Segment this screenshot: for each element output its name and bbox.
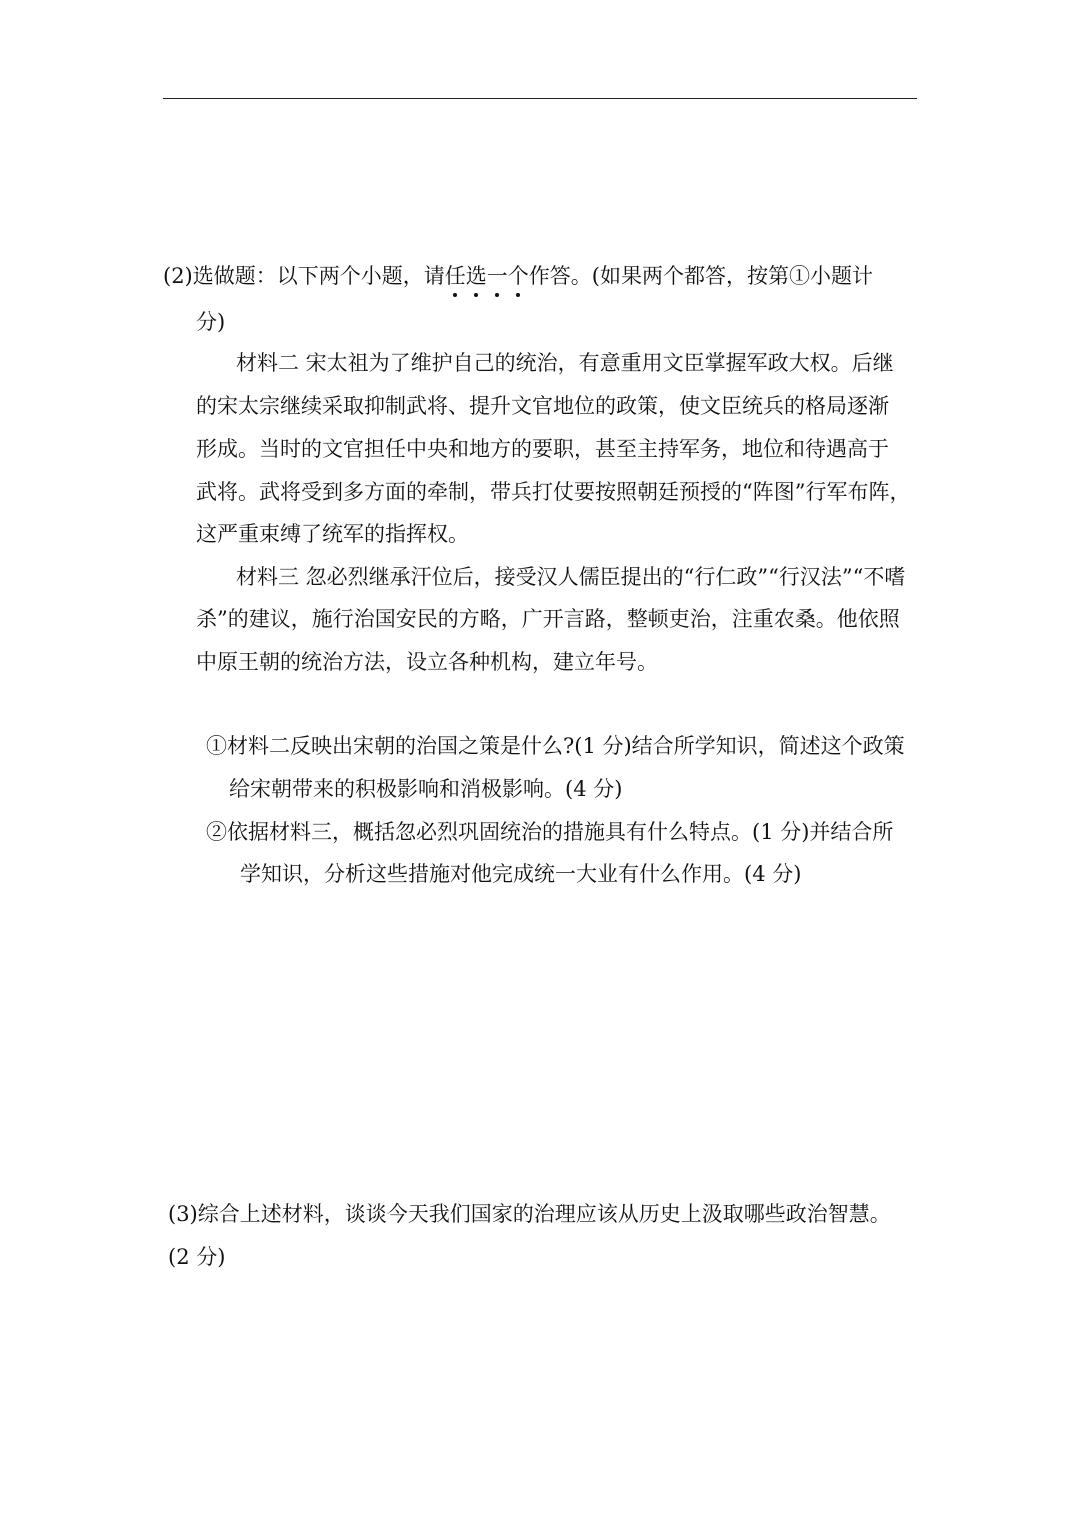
sub-question-2-line: ②依据材料三，概括忽必烈巩固统治的措施具有什么特点。(1 分)并结合所 (206, 820, 894, 844)
emphasis-char: 一 (487, 261, 508, 291)
emphasis-char: 选 (466, 261, 487, 291)
material2-line: 的宋太宗继续采取抑制武将、提升文官地位的政策，使文臣统兵的格局逐渐 (196, 394, 889, 418)
q3-line: (3)综合上述材料，谈谈今天我们国家的治理应该从历史上汲取哪些政治智慧。 (168, 1202, 891, 1226)
q2-text-pre: (2)选做题：以下两个小题，请 (163, 264, 445, 288)
q2-text-post: 作答。(如果两个都答，按第①小题计 (528, 264, 873, 288)
sub-question-1-line: 给宋朝带来的积极影响和消极影响。(4 分) (229, 777, 623, 801)
material2-line: 形成。当时的文官担任中央和地方的要职，甚至主持军务，地位和待遇高于 (196, 437, 889, 461)
emphasis-char: 个 (508, 261, 529, 291)
material2-line: 这严重束缚了统军的指挥权。 (196, 522, 469, 546)
q2-line-1 (163, 261, 873, 291)
material2-line: 武将。武将受到多方面的牵制，带兵打仗要按照朝廷预授的“阵图”行军布阵， (196, 480, 911, 504)
material3-line: 杀”的建议，施行治国安民的方略，广开言路，整顿吏治，注重农桑。他依照 (196, 607, 900, 631)
material2-line: 材料二 宋太祖为了维护自己的统治，有意重用文臣掌握军政大权。后继 (236, 351, 894, 375)
sub-question-2-line: 学知识，分析这些措施对他完成统一大业有什么作用。(4 分) (240, 862, 802, 886)
material3-line: 材料三 忽必烈继承汗位后，接受汉人儒臣提出的“行仁政”“行汉法”“不嗜 (236, 565, 906, 589)
q2-line-2: 分) (196, 310, 226, 334)
emphasis-char: 任 (445, 261, 466, 291)
sub-question-1-line: ①材料二反映出宋朝的治国之策是什么?(1 分)结合所学知识，简述这个政策 (206, 734, 905, 758)
header-rule (163, 98, 917, 99)
q3-line: (2 分) (168, 1245, 226, 1269)
material3-line: 中原王朝的统治方法，设立各种机构，建立年号。 (196, 650, 658, 674)
